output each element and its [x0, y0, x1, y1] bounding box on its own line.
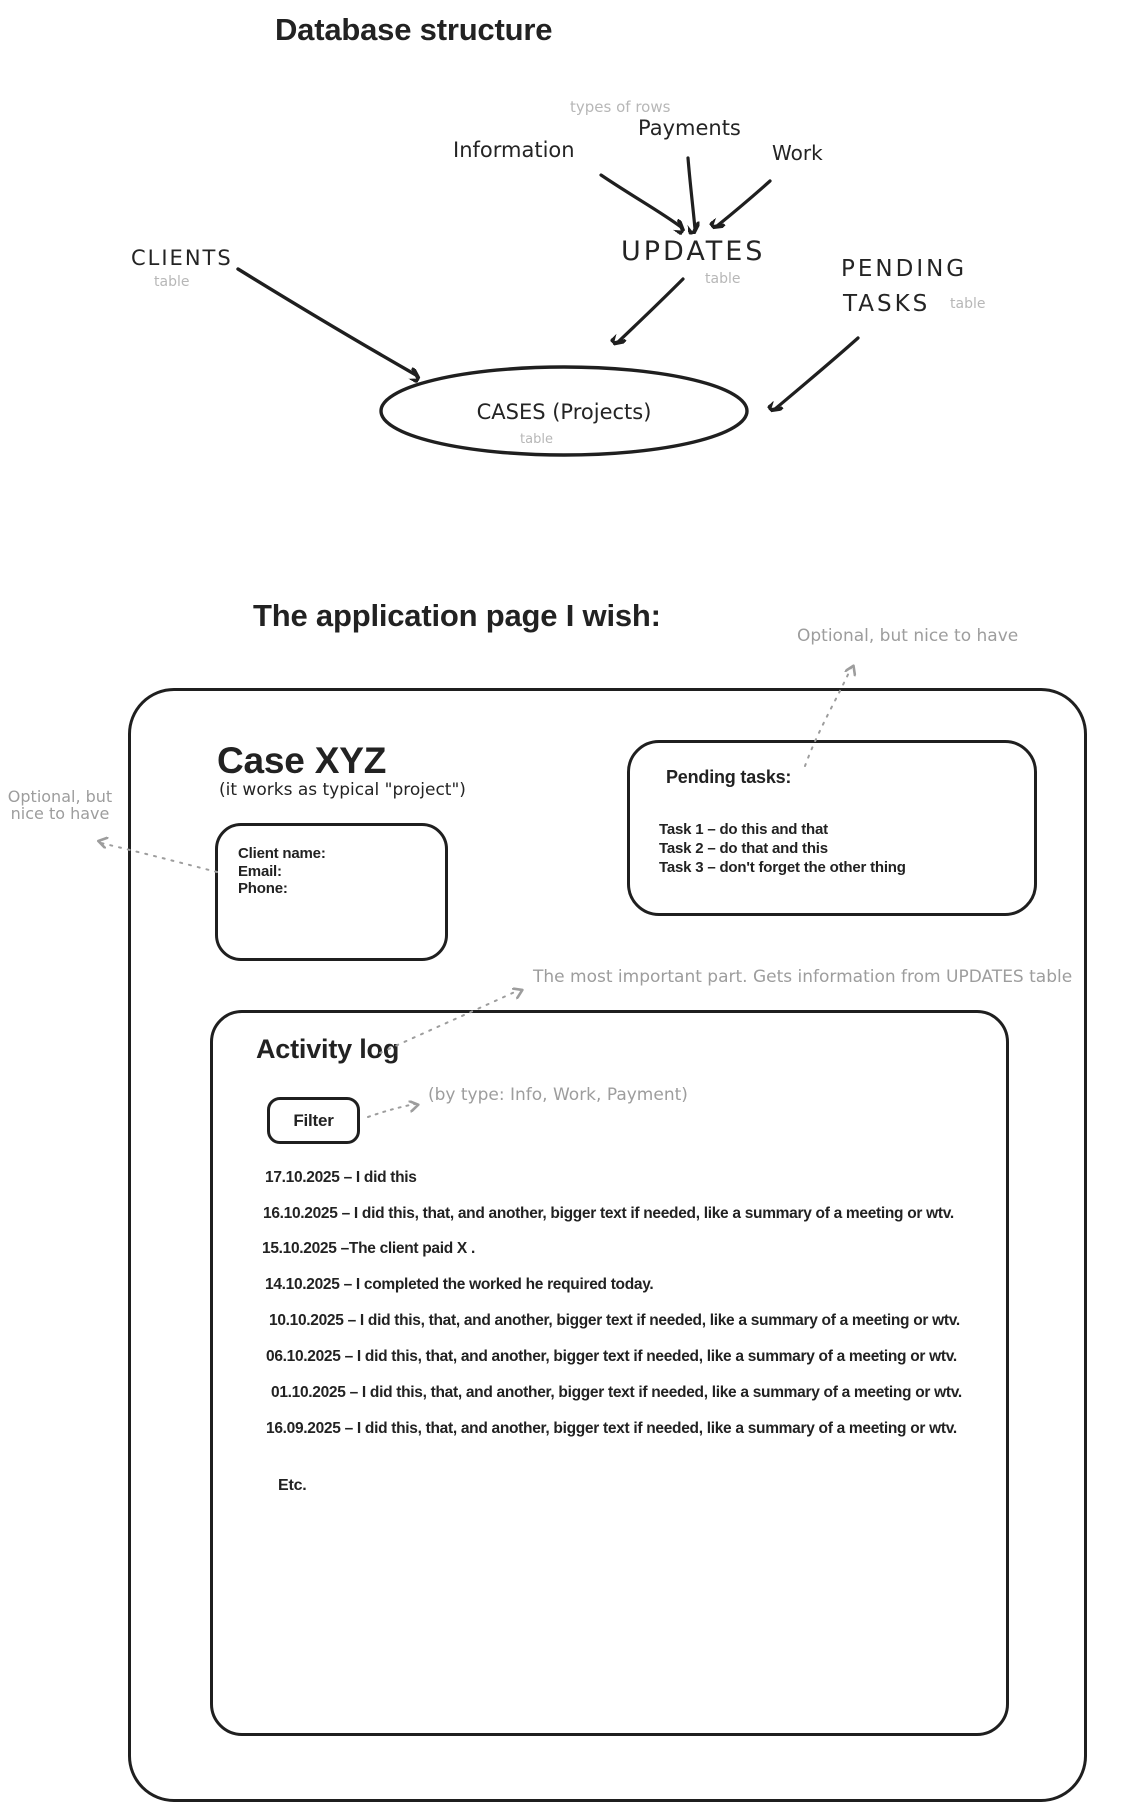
pending-table-label-line2: TASKS: [843, 291, 931, 317]
clients-table-label: CLIENTS: [131, 246, 233, 270]
log-entry: 17.10.2025 – I did this: [265, 1169, 417, 1186]
log-entry: 15.10.2025 –The client paid X .: [262, 1240, 475, 1257]
types-of-rows-label: types of rows: [570, 98, 671, 116]
log-entry: 16.10.2025 – I did this, that, and another, bigger text if needed, like a summary of a meeting or wtv.: [263, 1205, 954, 1222]
log-entry: 10.10.2025 – I did this, that, and another, bigger text if needed, like a summary of a meeting or wtv.: [269, 1312, 960, 1329]
pending-task-item: Task 3 – don't forget the other thing: [659, 859, 906, 876]
case-title: Case XYZ: [217, 740, 387, 781]
pending-tasks-title: Pending tasks:: [666, 767, 792, 787]
clients-table-sub: table: [154, 274, 190, 290]
pending-task-item: Task 2 – do that and this: [659, 840, 828, 857]
log-more-label: Etc.: [278, 1477, 307, 1494]
pending-task-item: Task 1 – do this and that: [659, 821, 828, 838]
pending-table-label-line1: PENDING: [841, 256, 968, 282]
row-type-work: Work: [772, 141, 823, 165]
client-info-fields: [238, 845, 326, 898]
arrow-clients-to-cases: [238, 269, 416, 375]
app-section-title: The application page I wish:: [253, 598, 661, 633]
diagram-title: Database structure: [275, 12, 553, 47]
cases-table-sub: table: [520, 432, 553, 447]
log-entry: 14.10.2025 – I completed the worked he required today.: [265, 1276, 654, 1293]
arrow-pending-to-cases: [775, 338, 858, 409]
row-type-payments: Payments: [638, 116, 741, 140]
arrow-information-to-updates: [601, 175, 681, 227]
log-entry: 06.10.2025 – I did this, that, and another, bigger text if needed, like a summary of a meeting or wtv.: [266, 1348, 957, 1365]
activity-log-note: The most important part. Gets information from UPDATES table: [533, 967, 1073, 987]
arrow-payments-to-updates: [688, 158, 695, 229]
activity-log-title: Activity log: [256, 1034, 400, 1064]
client-email-field: Email:: [238, 862, 282, 880]
case-subtitle: (it works as typical "project"): [219, 780, 466, 800]
client-phone-field: Phone:: [238, 880, 288, 897]
filter-button[interactable]: [267, 1097, 360, 1144]
filter-note: (by type: Info, Work, Payment): [428, 1085, 688, 1105]
pending-optional-note: Optional, but nice to have: [797, 626, 1019, 646]
updates-table-sub: table: [705, 271, 741, 287]
row-type-information: Information: [453, 138, 575, 162]
pending-table-sub: table: [950, 296, 986, 312]
arrow-updates-to-cases: [618, 279, 683, 342]
log-entry: 16.09.2025 – I did this, that, and another, bigger text if needed, like a summary of a meeting or wtv.: [266, 1420, 957, 1437]
pending-tasks-list: [659, 820, 906, 877]
log-entry: 01.10.2025 – I did this, that, and another, bigger text if needed, like a summary of a meeting or wtv.: [271, 1384, 962, 1401]
arrow-work-to-updates: [717, 181, 770, 226]
updates-table-label: UPDATES: [621, 236, 766, 267]
filter-button-label: Filter: [293, 1110, 334, 1130]
client-name-field: Client name:: [238, 845, 326, 862]
cases-table-label: CASES (Projects): [476, 400, 652, 424]
client-optional-note: Optional, but nice to have: [7, 787, 113, 823]
